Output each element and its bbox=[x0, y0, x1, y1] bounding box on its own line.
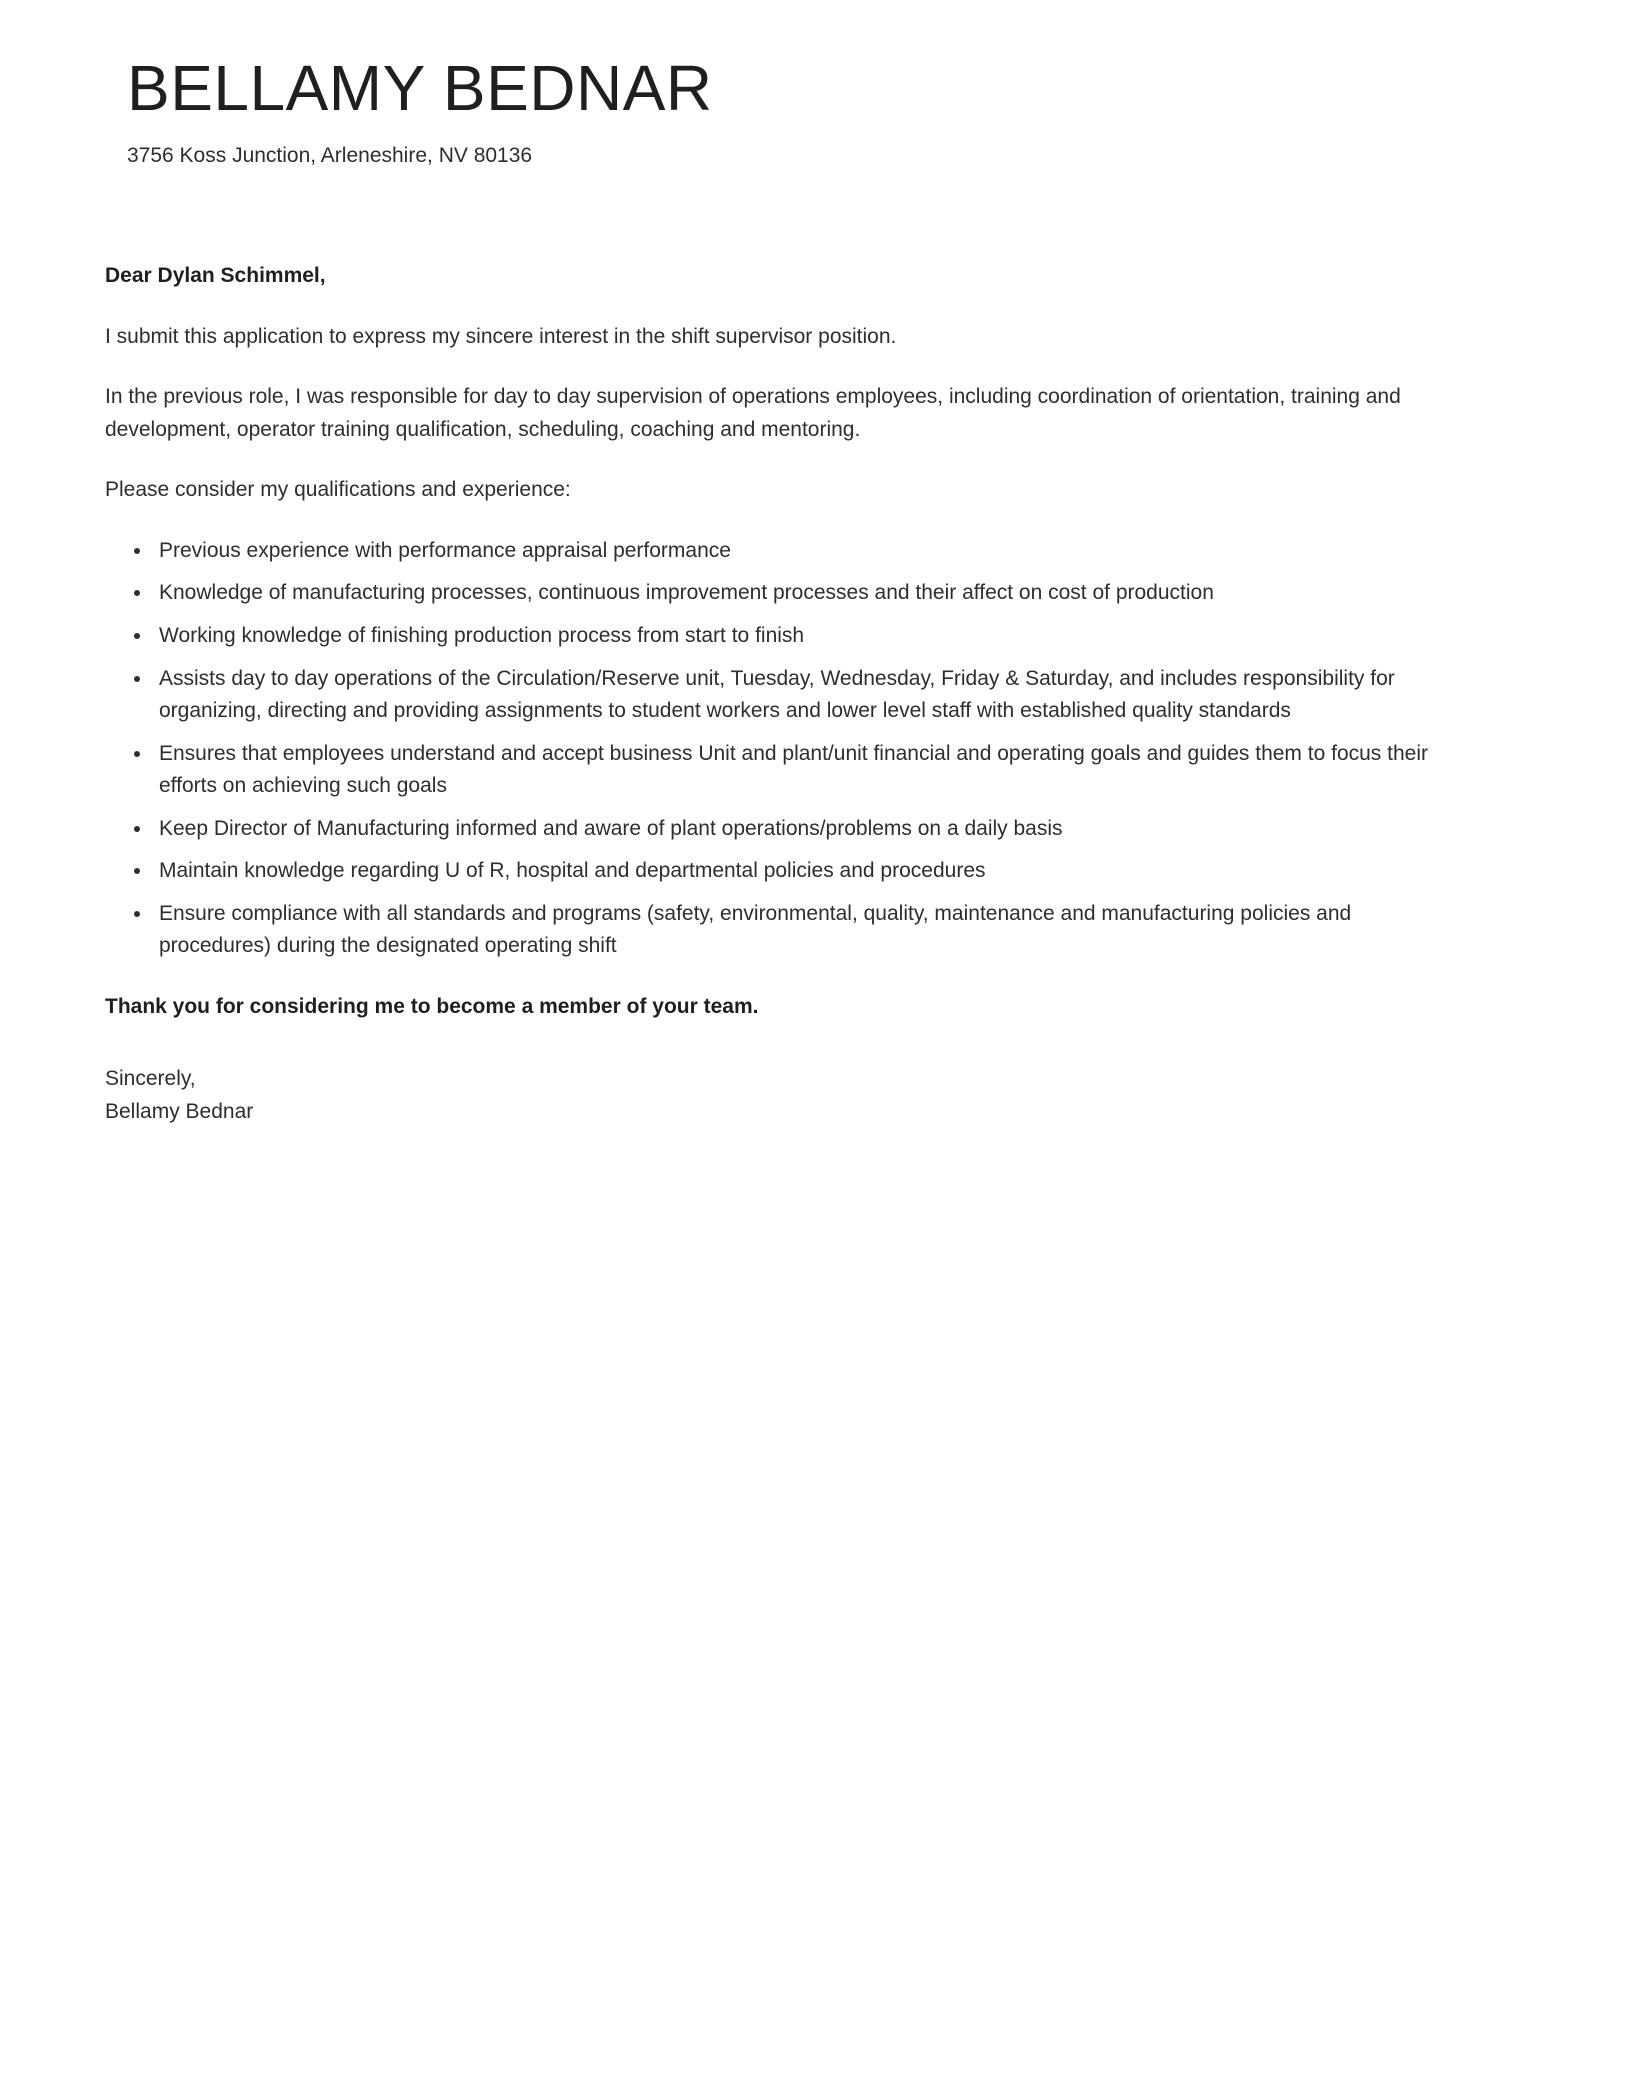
list-item: • Assists day to day operations of the Circulation/Reserve unit, Tuesday, Wednesday, Friday & Saturday, and includes responsibility for organizing, directing and providing assignments to student workers and lower level staff with established quality standards bbox=[153, 663, 1462, 728]
qualifications-list bbox=[105, 535, 1462, 963]
list-item: • Ensure compliance with all standards and programs (safety, environmental, quality, maintenance and manufacturing policies and procedures) during the designated operating shift bbox=[153, 898, 1462, 963]
list-item: • Maintain knowledge regarding U of R, hospital and departmental policies and procedures bbox=[153, 855, 1462, 888]
letter-body bbox=[105, 260, 1462, 1128]
salutation: Dear Dylan Schimmel, bbox=[105, 264, 326, 288]
signature-name: Bellamy Bednar bbox=[105, 1099, 254, 1123]
qualifications-lead: Please consider my qualifications and experience: bbox=[105, 478, 571, 502]
letter-header bbox=[105, 52, 1462, 172]
page-title: BELLAMY BEDNAR bbox=[127, 52, 713, 124]
previous-role-paragraph: In the previous role, I was responsible for day to day supervision of operations employees, including coordination of orientation, training and development, operator training qualification, scheduling, coaching and mentoring. bbox=[105, 385, 1401, 441]
list-item: • Ensures that employees understand and accept business Unit and plant/unit financial and operating goals and guides them to focus their efforts on achieving such goals bbox=[153, 738, 1462, 803]
list-item: • Previous experience with performance appraisal performance bbox=[153, 535, 1462, 568]
list-item: • Knowledge of manufacturing processes, continuous improvement processes and their affect on cost of production bbox=[153, 577, 1462, 610]
intro-paragraph: I submit this application to express my sincere interest in the shift supervisor position. bbox=[105, 324, 897, 348]
closing-line: Sincerely, bbox=[105, 1067, 196, 1091]
closing-block bbox=[105, 1063, 1462, 1128]
thanks-paragraph: Thank you for considering me to become a member of your team. bbox=[105, 994, 759, 1018]
list-item: • Working knowledge of finishing production process from start to finish bbox=[153, 620, 1462, 653]
address-line: 3756 Koss Junction, Arleneshire, NV 80136 bbox=[127, 143, 533, 167]
list-item: • Keep Director of Manufacturing informed and aware of plant operations/problems on a daily basis bbox=[153, 813, 1462, 846]
